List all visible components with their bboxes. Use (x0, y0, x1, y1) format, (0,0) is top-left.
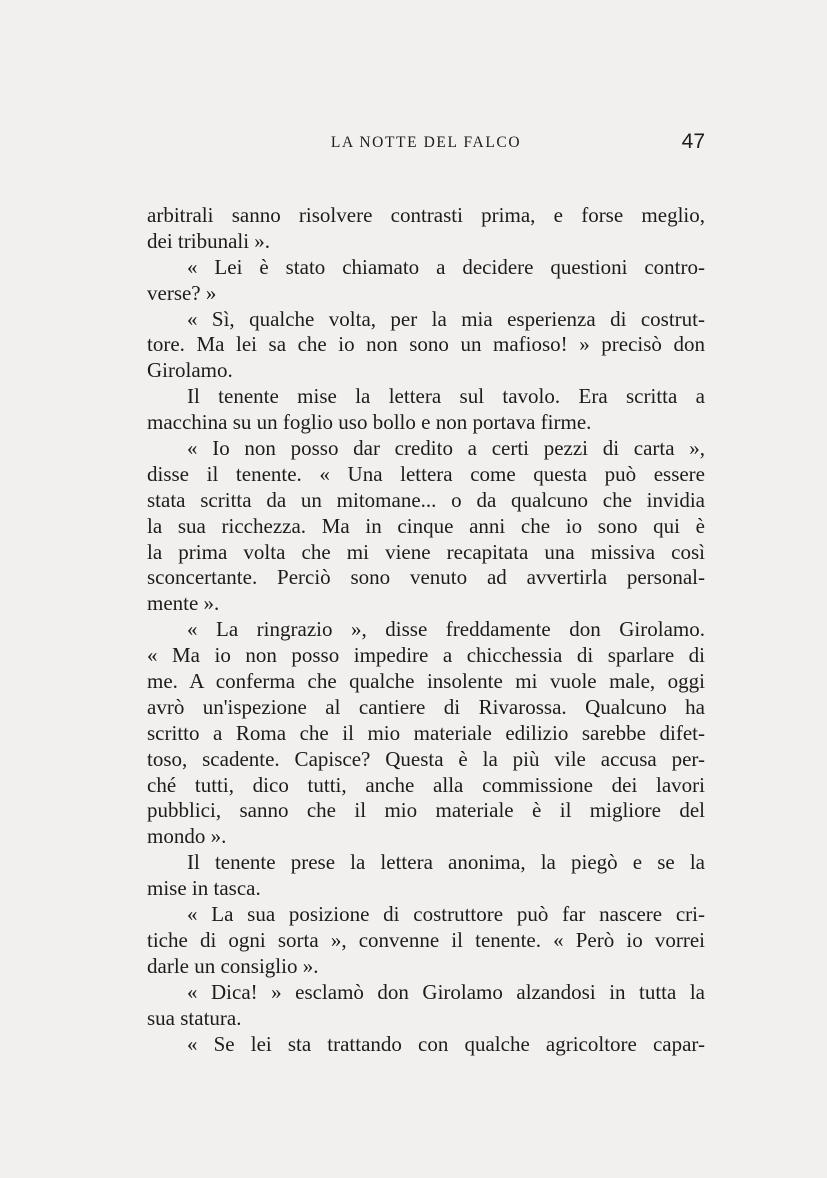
text-line: « Sì, qualche volta, per la mia esperienza di costrut- (187, 306, 705, 331)
body-text (147, 203, 705, 1057)
text-line: Girolamo. (147, 358, 233, 383)
running-head (147, 132, 705, 158)
running-title: LA NOTTE DEL FALCO (330, 134, 522, 151)
text-line: tiche di ogni sorta », convenne il tenente. « Però io vorrei (147, 927, 705, 952)
text-line: mente ». (147, 591, 220, 616)
text-line: verse? » (147, 280, 217, 305)
text-line: la sua ricchezza. Ma in cinque anni che io sono qui è (147, 513, 705, 538)
text-line: « Lei è stato chiamato a decidere questioni contro- (187, 254, 705, 279)
text-line: Il tenente mise la lettera sul tavolo. Era scritta a (187, 384, 705, 409)
text-line: toso, scadente. Capisce? Questa è la più vile accusa per- (147, 746, 705, 771)
text-line: sua statura. (147, 1005, 242, 1030)
text-line: « Io non posso dar credito a certi pezzi di carta », (187, 436, 705, 461)
text-line: me. A conferma che qualche insolente mi vuole male, oggi (147, 669, 705, 694)
text-line: stata scritta da un mitomane... o da qualcuno che invidia (147, 487, 705, 512)
text-line: « Dica! » esclamò don Girolamo alzandosi in tutta la (187, 979, 705, 1004)
text-line: « La ringrazio », disse freddamente don Girolamo. (187, 617, 705, 642)
text-line: macchina su un foglio uso bollo e non portava firme. (147, 410, 592, 435)
text-line: disse il tenente. « Una lettera come questa può essere (147, 461, 705, 486)
text-line: darle un consiglio ». (147, 953, 319, 978)
text-line: scritto a Roma che il mio materiale edilizio sarebbe difet- (147, 720, 705, 745)
text-line: tore. Ma lei sa che io non sono un mafioso! » precisò don (147, 332, 705, 357)
page-number: 47 (681, 130, 705, 153)
text-line: « La sua posizione di costruttore può far nascere cri- (187, 902, 705, 927)
text-line: mise in tasca. (147, 876, 261, 901)
text-line: la prima volta che mi viene recapitata una missiva così (147, 539, 705, 564)
text-line: « Se lei sta trattando con qualche agricoltore capar- (187, 1031, 705, 1056)
text-line: Il tenente prese la lettera anonima, la piegò e se la (187, 850, 705, 875)
text-line: arbitrali sanno risolvere contrasti prima, e forse meglio, (147, 203, 705, 227)
text-line: sconcertante. Perciò sono venuto ad avvertirla personal- (147, 565, 705, 590)
text-line: pubblici, sanno che il mio materiale è il migliore del (147, 798, 705, 823)
text-line: dei tribunali ». (147, 228, 271, 253)
text-line: ché tutti, dico tutti, anche alla commissione dei lavori (147, 772, 705, 797)
text-line: avrò un'ispezione al cantiere di Rivarossa. Qualcuno ha (147, 694, 705, 719)
text-line: « Ma io non posso impedire a chicchessia di sparlare di (147, 643, 705, 668)
text-line: mondo ». (147, 824, 227, 849)
